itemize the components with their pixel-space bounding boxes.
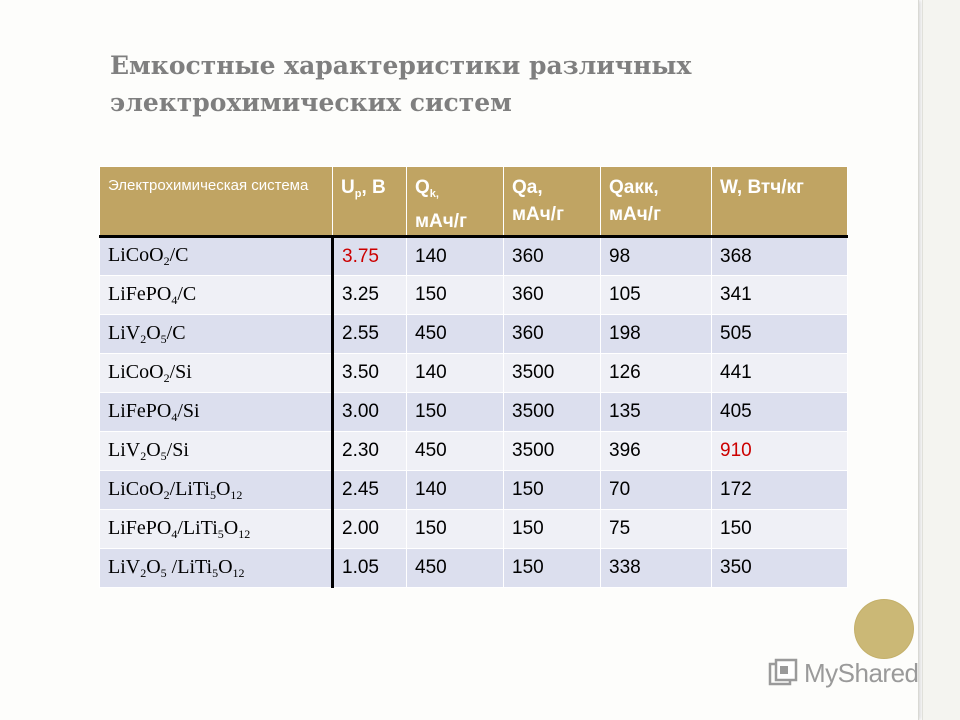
cell-qa: 360 bbox=[504, 237, 601, 276]
header-qakk-label: Qакк, bbox=[609, 177, 659, 198]
decorative-circle bbox=[855, 600, 913, 658]
formula-subscript: 5 bbox=[209, 487, 216, 502]
cell-qa: 150 bbox=[504, 549, 601, 588]
cell-system bbox=[100, 276, 333, 315]
cell-qakk: 75 bbox=[601, 510, 712, 549]
cell-u: 2.45 bbox=[333, 471, 407, 510]
cell-w: 341 bbox=[712, 276, 848, 315]
formula-subscript: 4 bbox=[171, 409, 178, 424]
formula-subscript: 12 bbox=[230, 487, 243, 502]
cell-system bbox=[100, 432, 333, 471]
formula-text: O bbox=[146, 321, 161, 344]
table-body bbox=[100, 237, 848, 588]
cell-u: 2.55 bbox=[333, 315, 407, 354]
cell-w: 368 bbox=[712, 237, 848, 276]
header-qk-sub: k, bbox=[429, 188, 439, 200]
formula-subscript: 2 bbox=[140, 565, 147, 580]
header-system bbox=[100, 167, 333, 237]
formula-subscript: 5 bbox=[160, 565, 167, 580]
header-voltage-unit: , В bbox=[361, 177, 386, 198]
cell-qk: 450 bbox=[407, 549, 504, 588]
formula-text: LiFePO bbox=[108, 399, 172, 422]
cell-qk: 140 bbox=[407, 237, 504, 276]
capacity-table bbox=[99, 166, 848, 588]
slide-title-line1: Емкостные характеристики различных bbox=[110, 51, 692, 80]
header-qk bbox=[407, 167, 504, 237]
formula-subscript: 5 bbox=[160, 448, 167, 463]
table-row bbox=[100, 549, 848, 588]
cell-qk: 150 bbox=[407, 393, 504, 432]
myshared-logo-icon bbox=[768, 658, 798, 688]
cell-system bbox=[100, 471, 333, 510]
cell-qk: 150 bbox=[407, 510, 504, 549]
header-qa-label: Qa, bbox=[512, 177, 543, 198]
cell-system bbox=[100, 354, 333, 393]
cell-qk: 450 bbox=[407, 432, 504, 471]
table-row bbox=[100, 276, 848, 315]
cell-w: 405 bbox=[712, 393, 848, 432]
cell-u: 3.75 bbox=[333, 237, 407, 276]
formula-text: O bbox=[146, 438, 161, 461]
formula-text: /Si bbox=[166, 438, 189, 461]
cell-w: 505 bbox=[712, 315, 848, 354]
formula-text: O bbox=[215, 477, 231, 500]
formula-subscript: 2 bbox=[163, 254, 170, 268]
cell-u: 2.30 bbox=[333, 432, 407, 471]
cell-qa: 150 bbox=[504, 471, 601, 510]
header-qa-unit: мАч/г bbox=[512, 204, 564, 225]
formula-text: /C bbox=[166, 321, 186, 344]
cell-qk: 140 bbox=[407, 354, 504, 393]
cell-system bbox=[100, 315, 333, 354]
formula-subscript: 2 bbox=[163, 487, 170, 502]
slide-title bbox=[110, 47, 830, 121]
formula-subscript: 12 bbox=[238, 526, 251, 541]
formula-text: /LiTi bbox=[166, 555, 213, 578]
header-qakk-unit: мАч/г bbox=[609, 204, 661, 225]
formula-text: O bbox=[146, 555, 161, 578]
formula-text: LiCoO bbox=[108, 244, 164, 266]
formula-subscript: 5 bbox=[160, 331, 167, 346]
cell-u: 3.00 bbox=[333, 393, 407, 432]
header-voltage-sub: p bbox=[354, 188, 362, 200]
header-w-label: W, Втч/кг bbox=[720, 177, 804, 198]
formula-text: /Si bbox=[177, 399, 200, 422]
formula-text: /Si bbox=[169, 360, 192, 383]
myshared-logo bbox=[768, 655, 919, 691]
formula-text: /C bbox=[177, 282, 197, 305]
cell-system bbox=[100, 237, 333, 276]
cell-qakk: 338 bbox=[601, 549, 712, 588]
cell-qakk: 135 bbox=[601, 393, 712, 432]
formula-text: /LiTi bbox=[177, 516, 218, 539]
formula-text: LiCoO bbox=[108, 477, 164, 500]
cell-w: 910 bbox=[712, 432, 848, 471]
cell-w: 150 bbox=[712, 510, 848, 549]
formula-text: LiV bbox=[108, 555, 141, 578]
header-qa bbox=[504, 167, 601, 237]
myshared-logo-text: MyShared bbox=[804, 657, 919, 688]
formula-subscript: 4 bbox=[171, 292, 178, 307]
formula-subscript: 2 bbox=[140, 331, 147, 346]
formula-text: LiFePO bbox=[108, 516, 172, 539]
formula-subscript: 5 bbox=[212, 565, 219, 580]
cell-qk: 150 bbox=[407, 276, 504, 315]
cell-system bbox=[100, 549, 333, 588]
cell-qa: 3500 bbox=[504, 393, 601, 432]
cell-qa: 150 bbox=[504, 510, 601, 549]
header-qakk bbox=[601, 167, 712, 237]
cell-qakk: 198 bbox=[601, 315, 712, 354]
header-w bbox=[712, 167, 848, 237]
formula-subscript: 2 bbox=[140, 448, 147, 463]
cell-w: 441 bbox=[712, 354, 848, 393]
cell-w: 172 bbox=[712, 471, 848, 510]
cell-qakk: 126 bbox=[601, 354, 712, 393]
table-row bbox=[100, 354, 848, 393]
cell-system bbox=[100, 510, 333, 549]
cell-u: 2.00 bbox=[333, 510, 407, 549]
table-row bbox=[100, 315, 848, 354]
table-row bbox=[100, 471, 848, 510]
table-header-row bbox=[100, 167, 848, 237]
formula-subscript: 2 bbox=[163, 370, 170, 385]
formula-subscript: 5 bbox=[217, 526, 224, 541]
formula-text: LiCoO bbox=[108, 360, 164, 383]
cell-qakk: 396 bbox=[601, 432, 712, 471]
cell-w: 350 bbox=[712, 549, 848, 588]
cell-qa: 360 bbox=[504, 315, 601, 354]
formula-text: /C bbox=[169, 244, 189, 266]
table-row bbox=[100, 432, 848, 471]
cell-qa: 3500 bbox=[504, 354, 601, 393]
header-qk-symbol: Q bbox=[415, 177, 430, 198]
formula-subscript: 12 bbox=[232, 565, 245, 580]
cell-system bbox=[100, 393, 333, 432]
slide-edge-strip bbox=[922, 0, 960, 720]
cell-u: 3.50 bbox=[333, 354, 407, 393]
header-voltage bbox=[333, 167, 407, 237]
formula-text: LiFePO bbox=[108, 282, 172, 305]
cell-qa: 3500 bbox=[504, 432, 601, 471]
formula-text: LiV bbox=[108, 321, 141, 344]
cell-qk: 450 bbox=[407, 315, 504, 354]
formula-text: LiV bbox=[108, 438, 141, 461]
cell-qk: 140 bbox=[407, 471, 504, 510]
formula-text: /LiTi bbox=[169, 477, 210, 500]
header-qk-unit: мАч/г bbox=[415, 211, 467, 232]
header-voltage-symbol: U bbox=[341, 177, 355, 198]
cell-u: 3.25 bbox=[333, 276, 407, 315]
cell-qa: 360 bbox=[504, 276, 601, 315]
slide-title-line2: электрохимических систем bbox=[110, 88, 512, 117]
cell-qakk: 98 bbox=[601, 237, 712, 276]
table-row bbox=[100, 237, 848, 276]
formula-subscript: 4 bbox=[171, 526, 178, 541]
cell-qakk: 105 bbox=[601, 276, 712, 315]
cell-u: 1.05 bbox=[333, 549, 407, 588]
table-row bbox=[100, 393, 848, 432]
header-system-label: Электрохимическая система bbox=[108, 177, 309, 194]
formula-text: O bbox=[218, 555, 233, 578]
cell-qakk: 70 bbox=[601, 471, 712, 510]
formula-text: O bbox=[223, 516, 239, 539]
table-row bbox=[100, 510, 848, 549]
